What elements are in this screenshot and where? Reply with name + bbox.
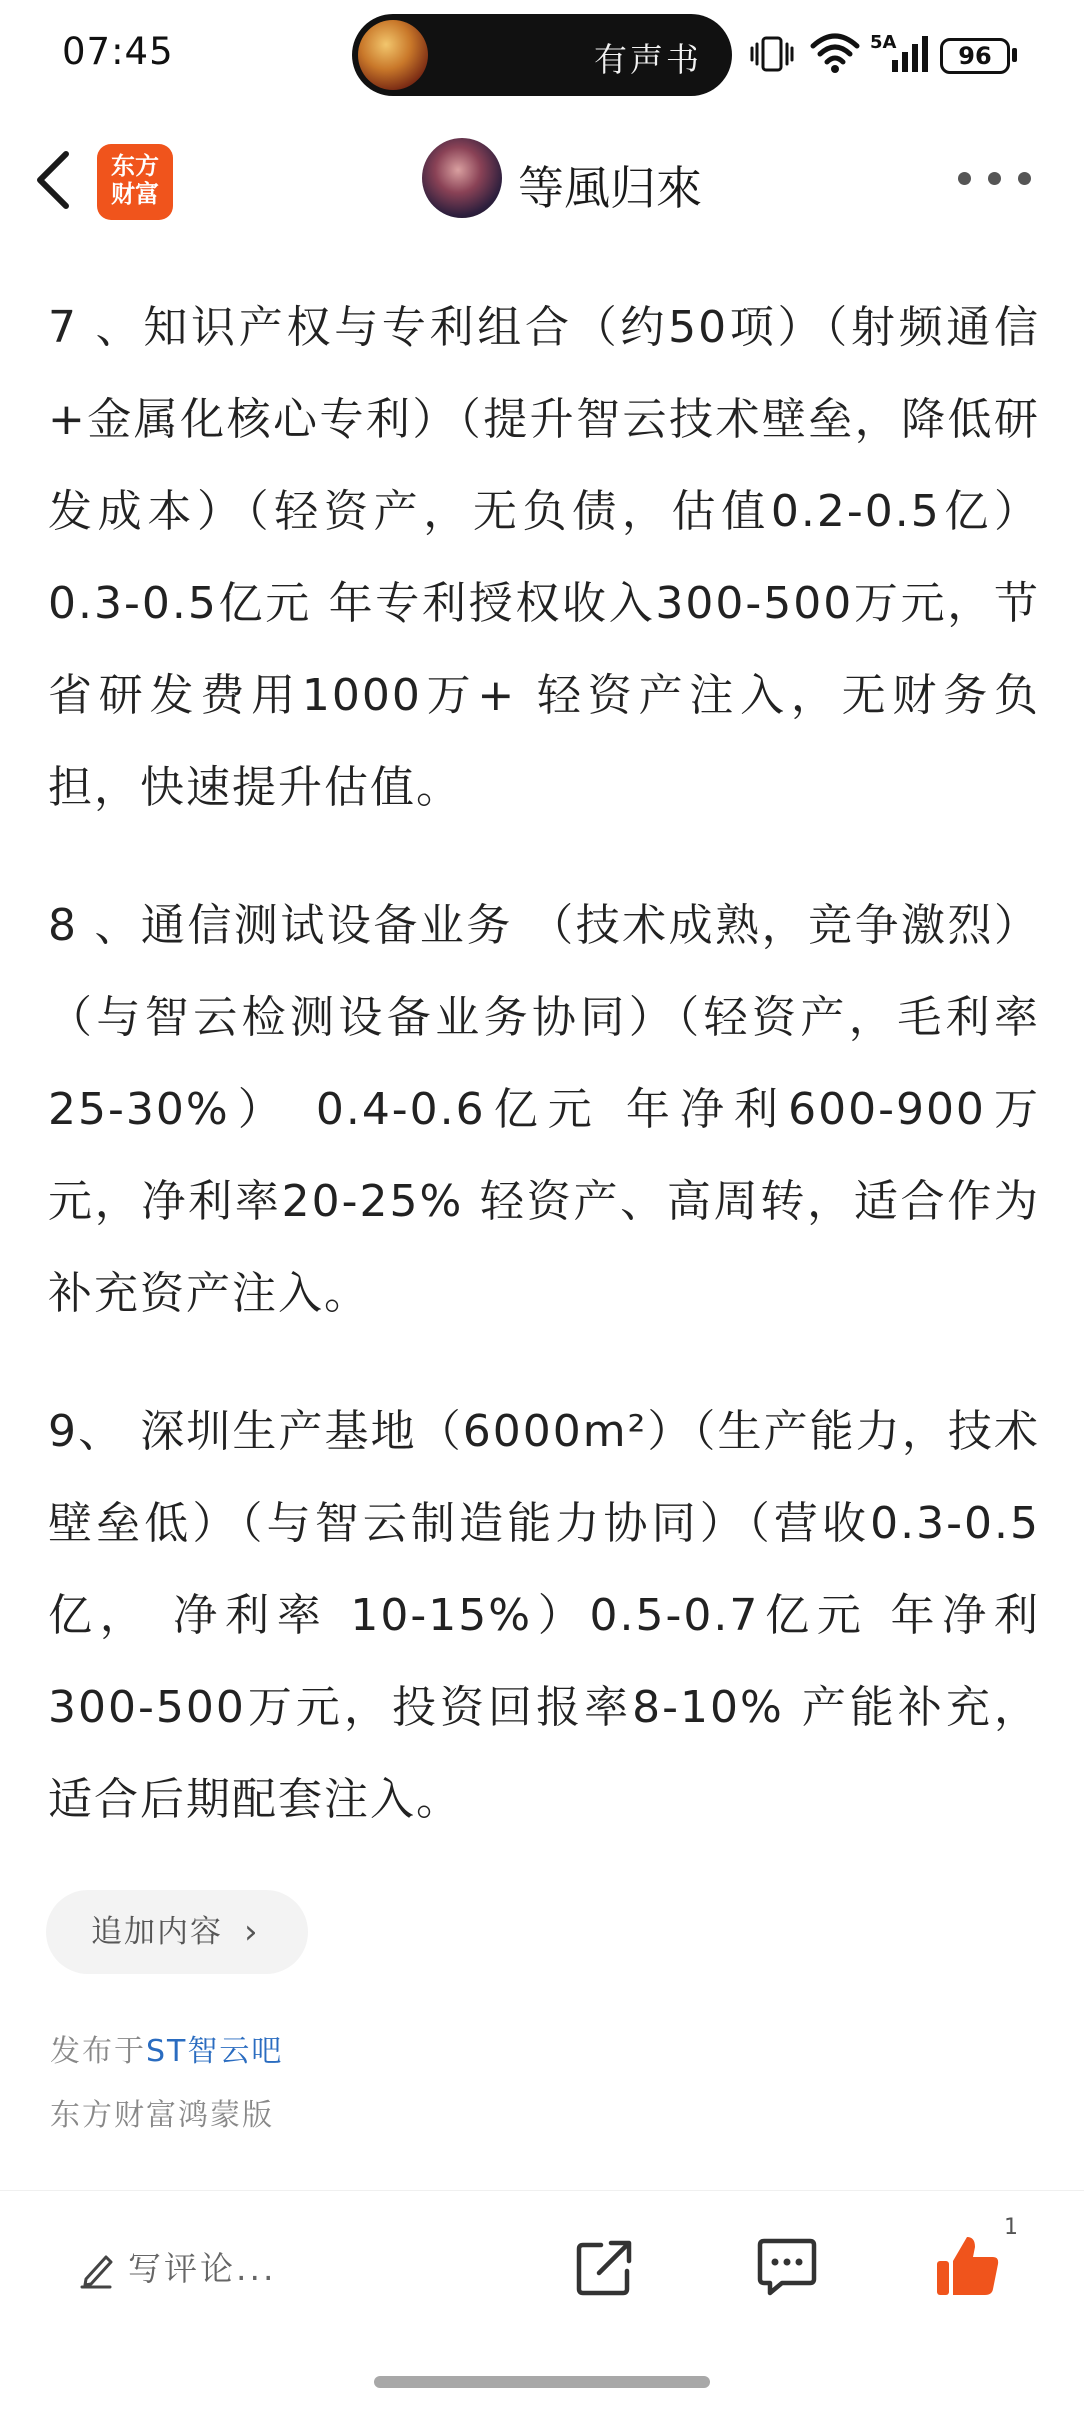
- network-type: 5A: [870, 32, 897, 53]
- comment-icon[interactable]: [756, 2237, 818, 2297]
- comment-placeholder: 写评论...: [128, 2249, 277, 2288]
- like-count: 1: [1004, 2215, 1018, 2240]
- append-content-label: 追加内容: [91, 1914, 223, 1950]
- audiobook-label: 有声书: [594, 40, 702, 79]
- dynamic-island-audiobook[interactable]: [352, 14, 732, 96]
- post-header: [0, 120, 1084, 240]
- forum-link[interactable]: ST智云吧: [146, 2034, 284, 2069]
- home-indicator[interactable]: [374, 2376, 710, 2388]
- paragraph-7: 7 、知识产权与专利组合（约50项）（射频通信+金属化核心专利）（提升智云技术壁垒，降低研发成本）（轻资产，无负债，估值0.2-0.5亿） 0.3-0.5亿元 年专利授权收入300-500万元，节省研发费用1000万+ 轻资产注入，无财务负担，快速提升估值。: [48, 302, 1040, 813]
- bottom-action-bar: [0, 2190, 1084, 2361]
- signal-icon: [872, 36, 932, 76]
- battery-level: 96: [940, 38, 1010, 74]
- more-options-icon[interactable]: [958, 172, 1032, 186]
- paragraph-9: 9、 深圳生产基地（6000m²）（生产能力，技术壁垒低）（与智云制造能力协同）（营收0.3-0.5亿， 净利率 10-15%）0.5-0.7亿元 年净利300-500万元，投资回报率8-10% 产能补充，适合后期配套注入。: [48, 1406, 1040, 1825]
- published-prefix: 发布于: [50, 2034, 146, 2069]
- logo-line-1: 东方: [111, 152, 159, 180]
- comment-input[interactable]: [80, 2239, 380, 2299]
- published-in: [50, 2026, 283, 2070]
- audiobook-cover: [358, 20, 428, 90]
- back-icon[interactable]: [30, 148, 80, 212]
- paragraph-8: 8 、通信测试设备业务 （技术成熟，竞争激烈） （与智云检测设备业务协同）（轻资产，毛利率25-30%） 0.4-0.6亿元 年净利600-900万元，净利率20-25% 轻资产、高周转，适合作为补充资产注入。: [48, 900, 1040, 1319]
- vibrate-icon: [750, 34, 794, 74]
- system-icons: [750, 26, 1050, 86]
- battery-tip: [1012, 48, 1017, 62]
- client-source: 东方财富鸿蒙版: [50, 2098, 274, 2133]
- logo-line-2: 财富: [111, 180, 159, 208]
- app-logo[interactable]: [97, 144, 173, 220]
- share-icon[interactable]: [575, 2237, 635, 2297]
- status-bar: [0, 0, 1084, 110]
- post-body: [48, 282, 1040, 1892]
- chevron-right-icon: ›: [244, 1912, 260, 1952]
- wifi-icon: [810, 32, 860, 74]
- author-name[interactable]: 等風归來: [518, 161, 702, 215]
- status-time: 07:45: [62, 30, 174, 73]
- append-content-button[interactable]: [46, 1890, 308, 1974]
- thumbs-up-icon[interactable]: [935, 2233, 1001, 2299]
- author-avatar[interactable]: [422, 138, 502, 218]
- pencil-icon: [80, 2249, 116, 2289]
